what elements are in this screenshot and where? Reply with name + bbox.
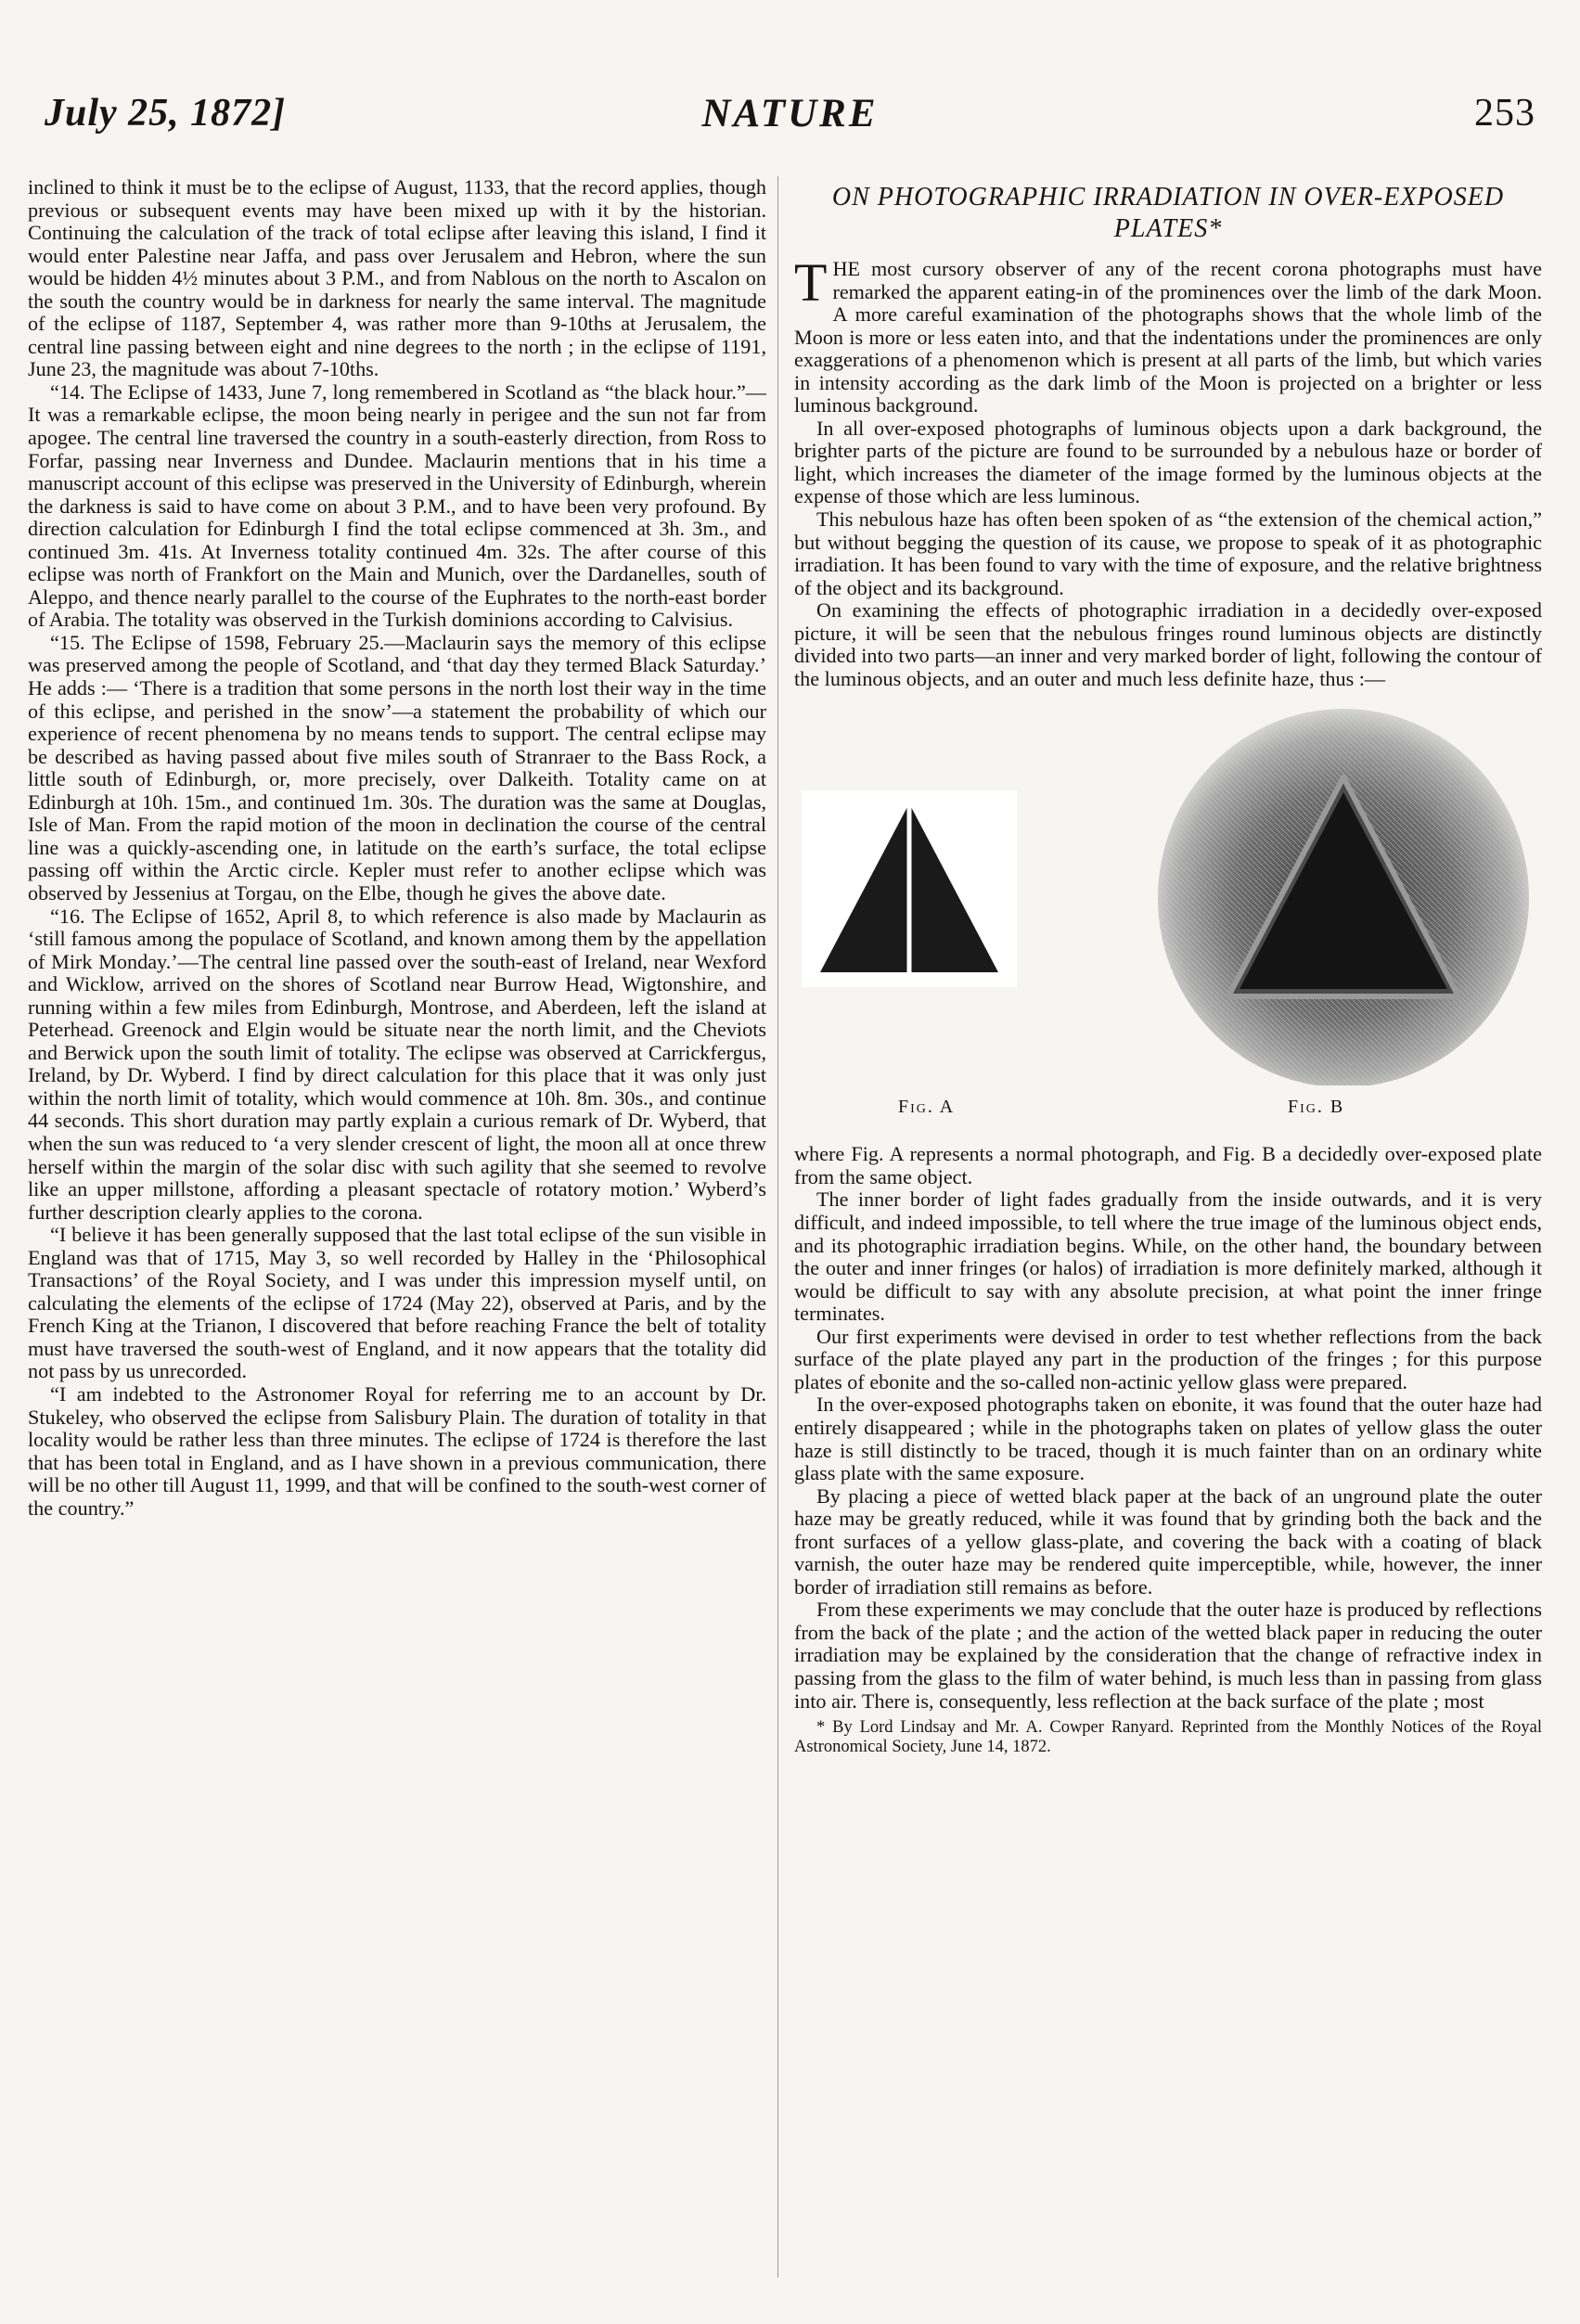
- article-first-paragraph: [794, 252, 1542, 417]
- right-paragraph: From these experiments we may conclude that the outer haze is produced by reflections from the back of the plate ; and the action of the wetted black paper in reducing the outer irradiation may be explained by the consideration that the change of refractive index in passing from the glass to the film of water behind, is much less than in passing from glass into air. There is, consequently, less reflection at the back surface of the plate ; most: [794, 1598, 1542, 1713]
- left-paragraph: “15. The Eclipse of 1598, February 25.—Maclaurin says the memory of this eclipse was preserved among the people of Scotland, and ‘that day they termed Black Saturday.’ He adds :— ‘There is a tradition that some persons in the north lost their way in the time of this eclipse, and perished in the snow’—a statement the probability of which our experience of recent phenomena by no means tends to support. The central eclipse may be described as having passed about five miles south of Stranraer to the Bass Rock, a little south of Edinburgh, or, more precisely, over Dalkeith. Totality came on at Edinburgh at 10h. 15m., and continued 1m. 30s. The duration was the same at Douglas, Isle of Man. From the rapid motion of the moon in declination the course of the central line was a quickly-ascending one, in latitude on the earth’s surface, the total eclipse passing off within the Arctic circle. Kepler must refer to another eclipse which was observed by Jessenius at Torgau, on the Elbe, though he gives the above date.: [28, 630, 766, 905]
- header-journal-title: NATURE: [701, 92, 879, 135]
- footnote: * By Lord Lindsay and Mr. A. Cowper Ranyard. Reprinted from the Monthly Notices of the Royal Astronomical Society, June 14, 1872.: [794, 1718, 1542, 1757]
- drop-cap: T: [794, 252, 828, 313]
- header-page-number: 253: [1474, 92, 1535, 135]
- figures-block: [794, 700, 1542, 1136]
- left-paragraph: “I am indebted to the Astronomer Royal for referring me to an account by Dr. Stukeley, who observed the eclipse from Salisbury Plain. The duration of totality in that locality would be rather less than three minutes. The eclipse of 1724 is therefore the last that has been total in England, and as I have shown in a previous communication, there will be no other till August 11, 1999, and that will be confined to the south-west corner of the country.”: [28, 1381, 766, 1520]
- right-paragraph: In the over-exposed photographs taken on ebonite, it was found that the outer haze had entirely disappeared ; while in the photographs taken on plates of yellow glass the outer haze is still distinctly to be traced, though it is much fainter than on an ordinary white glass plate with the same exposure.: [794, 1393, 1542, 1485]
- right-paragraph: In all over-exposed photographs of luminous objects upon a dark background, the brighter parts of the picture are found to be surrounded by a nebulous haze or border of light, which increases the diameter of the image formed by the luminous objects at the expense of those which are less luminous.: [794, 416, 1542, 508]
- right-column: [794, 176, 1542, 1757]
- figure-a-caption: Fig. A: [898, 1097, 956, 1118]
- figure-a-normal-photograph: [802, 790, 1017, 987]
- left-paragraph: “16. The Eclipse of 1652, April 8, to which reference is also made by Maclaurin as ‘still famous among the populace of Scotland, and known among them by the appellation of Mirk Monday.’—The central line passed over the south-east of Ireland, near Wexford and Wicklow, arrived on the shores of Scotland near Burrow Head, Wigtonshire, and running within a few miles from Edinburgh, Montrose, and Aberdeen, left the island at Peterhead. Greenock and Elgin would be situate near the north limit, and the Cheviots and Berwick upon the south limit of totality. The eclipse was observed at Carrickfergus, Ireland, by Dr. Wyberd. I find by direct calculation for this place that it was only just within the north limit of totality, which would commence at 10h. 8m. 30s., and continue 44 seconds. This short duration may partly explain a curious remark of Dr. Wyberd, that when the sun was reduced to ‘a very slender crescent of light, the moon all at once threw herself within the margin of the solar disc with such agility that she seemed to revolve like an upper millstone, affording a pleasant spectacle of rotatory motion.’ Wyberd’s further description clearly applies to the corona.: [28, 904, 766, 1224]
- first-paragraph-text: HE most cursory observer of any of the recent corona photographs must have remarked the apparent eating-in of the prominences over the limb of the dark Moon. A more careful examination of the photographs shows that the whole limb of the Moon is more or less eaten into, and that the indentations under the prominences are only exaggerations of a phenomenon which is present at all parts of the limb, but which varies in intensity according as the dark limb of the Moon is projected on a brighter or less luminous background.: [794, 257, 1542, 417]
- right-paragraph: where Fig. A represents a normal photograph, and Fig. B a decidedly over-exposed plate from the same object.: [794, 1142, 1542, 1188]
- figure-b-caption: Fig. B: [1288, 1097, 1345, 1118]
- left-paragraph: “14. The Eclipse of 1433, June 7, long remembered in Scotland as “the black hour.”—It was a remarkable eclipse, the moon being nearly in perigee and the sun not far from apogee. The central line traversed the country in a south-easterly direction, from Ross to Forfar, passing near Inverness and Dundee. Maclaurin mentions that in his time a manuscript account of this eclipse was preserved in the University of Edinburgh, wherein the darkness is said to have come on about 3 P.M., and to have been very profound. By direction calculation for Edinburgh I find the total eclipse commenced at 3h. 3m., and continued 3m. 41s. At Inverness totality continued 4m. 32s. The after course of this eclipse was north of Frankfort on the Main and Munich, over the Dardanelles, south of Aleppo, and thence nearly parallel to the course of the Euphrates to the north-east border of Arabia. The totality was observed in the Turkish dominions according to Calvisius.: [28, 379, 766, 632]
- article-title: ON PHOTOGRAPHIC IRRADIATION IN OVER-EXPOSED PLATES*: [831, 183, 1505, 243]
- left-paragraph: “I believe it has been generally supposed that the last total eclipse of the sun visible in England was that of 1715, May 3, so well recorded by Halley in the ‘Philosophical Transactions’ of the Royal Society, and I was under this impression myself until, on calculating the elements of the eclipse of 1724 (May 22), observed at Paris, and by the French King at the Trianon, I discovered that before reaching France the belt of totality must have traversed the south-west of England, and it now appears that the totality did not pass by us unrecorded.: [28, 1223, 766, 1383]
- right-paragraph: The inner border of light fades gradually from the inside outwards, and it is very difficult, and indeed impossible, to tell where the true image of the luminous object ends, and its photographic irradiation begins. While, on the other hand, the boundary between the outer and inner fringes (or halos) of irradiation is more definitely marked, although it would be difficult to say with any absolute precision, at what point the inner fringe terminates.: [794, 1188, 1542, 1326]
- left-paragraph: inclined to think it must be to the eclipse of August, 1133, that the record applies, though previous or subsequent events may have been mixed up with it by the historian. Continuing the calculation of the track of total eclipse after leaving this island, I find it would enter Palestine near Jaffa, and pass over Jerusalem and Hebron, where the sun would be hidden 4½ minutes about 3 P.M., and from Nablous on the north to Ascalon on the south the country would be in darkness for nearly the same interval. The magnitude of the eclipse of 1187, September 4, was rather more than 9-10ths at Jerusalem, the central line passing between eight and nine degrees to the north ; in the eclipse of 1191, June 23, the magnitude was about 7-10ths.: [28, 175, 766, 381]
- column-divider: [777, 176, 778, 2278]
- right-paragraph: This nebulous haze has often been spoken of as “the extension of the chemical action,” but without begging the question of its cause, we propose to speak of it as photographic irradiation. It has been found to vary with the time of exposure, and the relative brightness of the object and its background.: [794, 507, 1542, 599]
- left-column: [28, 176, 766, 1520]
- figure-b-overexposed-plate: [1147, 700, 1542, 1085]
- page-header: [45, 91, 1535, 147]
- header-date: July 25, 1872]: [45, 92, 287, 135]
- right-paragraph: On examining the effects of photographic irradiation in a decidedly over-exposed picture, it will be seen that the nebulous fringes round luminous objects are distinctly divided into two parts—an inner and very marked border of light, following the contour of the luminous objects, and an outer and much less definite haze, thus :—: [794, 598, 1542, 690]
- right-paragraph: By placing a piece of wetted black paper at the back of an unground plate the outer haze may be greatly reduced, while it was found that by grinding both the back and the front surfaces of a yellow glass-plate, and covering the back with a coating of black varnish, the outer haze may be rendered quite imperceptible, while, however, the inner border of irradiation still remains as before.: [794, 1483, 1542, 1599]
- right-paragraph: Our first experiments were devised in order to test whether reflections from the back surface of the plate played any part in the production of the fringes ; for this purpose plates of ebonite and the so-called non-actinic yellow glass were prepared.: [794, 1324, 1542, 1393]
